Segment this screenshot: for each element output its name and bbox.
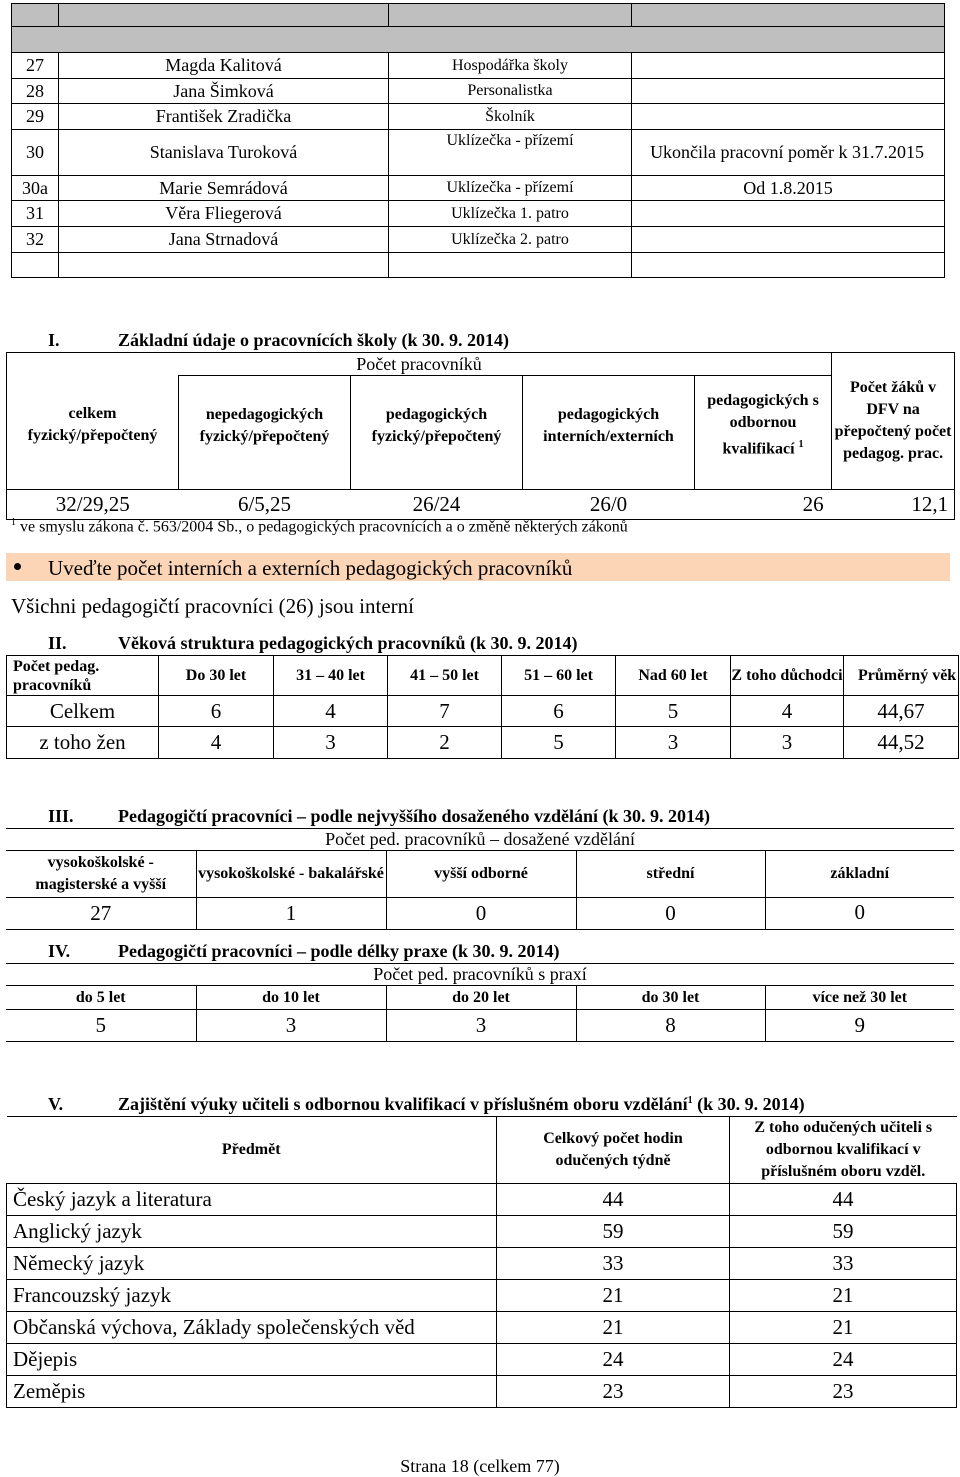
staff-name: František Zradička xyxy=(59,104,389,130)
staff-num: 30 xyxy=(12,130,59,176)
staff-header-cell xyxy=(59,4,389,27)
value-cell: 44 xyxy=(497,1184,730,1216)
staff-table xyxy=(11,3,945,278)
value-cell: 27 xyxy=(6,898,196,930)
internal-external-header: pedagogických interních/externích xyxy=(523,376,695,490)
subject-name: Zeměpis xyxy=(7,1376,497,1408)
hours-header: Celkový počet hodin odučených týdně xyxy=(497,1117,730,1184)
table-row xyxy=(7,1376,957,1408)
age-header-41-50: 41 – 50 let xyxy=(388,656,502,696)
section-3-title: Pedagogičtí pracovníci – podle nejvyššího dosaženého vzdělání (k 30. 9. 2014) xyxy=(118,806,711,826)
value-cell: 4 xyxy=(274,696,388,727)
subject-header: Předmět xyxy=(7,1117,497,1184)
staff-role: Uklízečka - přízemí xyxy=(389,176,632,201)
value-cell: 32/29,25 xyxy=(7,490,179,520)
staff-note xyxy=(632,79,945,104)
table-row xyxy=(6,898,954,930)
footnote-mark: 1 xyxy=(798,439,804,451)
teaching-header: pedagogických fyzický/přepočtený xyxy=(351,376,523,490)
section-4-title: Pedagogičtí pracovníci – podle délky praxe (k 30. 9. 2014) xyxy=(118,941,560,961)
exp-header-over30: více než 30 let xyxy=(765,986,954,1010)
value-cell: 23 xyxy=(730,1376,957,1408)
section-1-number: I. xyxy=(48,330,60,350)
value-cell: 26 xyxy=(695,490,832,520)
total-header: celkem fyzický/přepočtený xyxy=(7,376,179,490)
table-row xyxy=(12,227,945,253)
pupils-per-teacher-header: Počet žáků v DFV na přepočtený počet pedagog. prac. xyxy=(832,353,955,490)
table-row xyxy=(12,79,945,104)
staff-name: Stanislava Turoková xyxy=(59,130,389,176)
staff-name: Jana Šimková xyxy=(59,79,389,104)
age-header-over60: Nad 60 let xyxy=(616,656,731,696)
value-cell: 26/0 xyxy=(523,490,695,520)
edu-header-higher-vocational: vyšší odborné xyxy=(386,851,576,898)
staff-role: Personalistka xyxy=(389,79,632,104)
value-cell: 44 xyxy=(730,1184,957,1216)
value-cell: 4 xyxy=(731,696,844,727)
qualified-hours-header: Z toho odučených učiteli s odbornou kvalifikací v příslušném oboru vzděl. xyxy=(730,1117,957,1184)
subject-name: Český jazyk a literatura xyxy=(7,1184,497,1216)
staff-num: 29 xyxy=(12,104,59,130)
value-cell: 44,52 xyxy=(844,727,959,759)
age-header-count: Počet pedag. pracovníků xyxy=(7,656,159,696)
table-row xyxy=(7,1216,957,1248)
bullet-icon xyxy=(14,563,21,570)
subject-name: Francouzský jazyk xyxy=(7,1280,497,1312)
group-header: Počet pracovníků xyxy=(7,353,832,376)
age-header-31-40: 31 – 40 let xyxy=(274,656,388,696)
table-row xyxy=(7,1344,957,1376)
value-cell: 6 xyxy=(502,696,616,727)
footnote xyxy=(11,517,628,536)
exp-header-20: do 20 let xyxy=(386,986,576,1010)
table-row xyxy=(12,130,945,176)
value-cell: 5 xyxy=(6,1010,196,1042)
section-1-title: Základní údaje o pracovnících školy (k 30. 9. 2014) xyxy=(118,330,510,350)
value-cell: 12,1 xyxy=(832,490,955,520)
staff-header-cell xyxy=(632,4,945,27)
value-cell: 5 xyxy=(616,696,731,727)
non-teaching-header: nepedagogických fyzický/přepočtený xyxy=(179,376,351,490)
table-row xyxy=(7,1248,957,1280)
table-row xyxy=(7,1184,957,1216)
value-cell: 3 xyxy=(196,1010,386,1042)
value-cell: 3 xyxy=(386,1010,576,1042)
table-row xyxy=(12,176,945,201)
value-cell: 33 xyxy=(730,1248,957,1280)
section-5-date: (k 30. 9. 2014) xyxy=(697,1094,805,1114)
value-cell: 21 xyxy=(497,1280,730,1312)
value-cell: 26/24 xyxy=(351,490,523,520)
empty-cell xyxy=(632,253,945,278)
value-cell: 0 xyxy=(386,898,576,930)
group-header: Počet ped. pracovníků – dosažené vzdělání xyxy=(6,829,954,851)
education-table xyxy=(6,828,954,930)
value-cell: 21 xyxy=(730,1280,957,1312)
bullet-text: Uveďte počet interních a externích pedagogických pracovníků xyxy=(48,556,573,580)
staff-role: Hospodářka školy xyxy=(389,53,632,79)
section-5-number: V. xyxy=(48,1094,64,1114)
edu-header-secondary: střední xyxy=(576,851,765,898)
staff-note xyxy=(632,201,945,227)
table-row xyxy=(6,1010,954,1042)
age-header-under30: Do 30 let xyxy=(159,656,274,696)
value-cell: 5 xyxy=(502,727,616,759)
value-cell: 4 xyxy=(159,727,274,759)
staff-note xyxy=(632,104,945,130)
qualified-header xyxy=(695,376,832,490)
value-cell: 9 xyxy=(765,1010,954,1042)
table-row xyxy=(12,253,945,278)
value-cell: 2 xyxy=(388,727,502,759)
staff-note: Od 1.8.2015 xyxy=(632,176,945,201)
page-number: Strana 18 (celkem 77) xyxy=(400,1456,560,1476)
value-cell: 7 xyxy=(388,696,502,727)
edu-header-basic: základní xyxy=(765,851,954,898)
staff-header-cell xyxy=(12,27,945,53)
staff-name: Magda Kalitová xyxy=(59,53,389,79)
value-cell: 33 xyxy=(497,1248,730,1280)
value-cell: 3 xyxy=(616,727,731,759)
section-5-title xyxy=(118,1094,805,1115)
exp-header-30: do 30 let xyxy=(576,986,765,1010)
edu-header-master: vysokoškolské - magisterské a vyšší xyxy=(6,851,196,898)
staff-name: Marie Semrádová xyxy=(59,176,389,201)
bullet-answer: Všichni pedagogičtí pracovníci (26) jsou interní xyxy=(11,594,414,618)
subject-name: Anglický jazyk xyxy=(7,1216,497,1248)
value-cell: 21 xyxy=(730,1312,957,1344)
footnote-sup: 1 xyxy=(11,517,16,528)
staff-summary-table xyxy=(6,352,955,520)
staff-role: Uklízečka - přízemí xyxy=(389,130,632,176)
value-cell: 1 xyxy=(196,898,386,930)
value-cell: 24 xyxy=(730,1344,957,1376)
staff-role: Uklízečka 2. patro xyxy=(389,227,632,253)
subjects-table xyxy=(6,1116,957,1408)
row-label: Celkem xyxy=(7,696,159,727)
staff-name: Jana Strnadová xyxy=(59,227,389,253)
age-structure-table xyxy=(6,655,959,759)
group-header: Počet ped. pracovníků s praxí xyxy=(6,964,954,986)
table-row xyxy=(7,727,959,759)
value-cell: 21 xyxy=(497,1312,730,1344)
value-cell: 6 xyxy=(159,696,274,727)
section-3-number: III. xyxy=(48,806,74,826)
table-row xyxy=(12,53,945,79)
staff-note xyxy=(632,227,945,253)
table-row xyxy=(12,104,945,130)
subject-name: Německý jazyk xyxy=(7,1248,497,1280)
value-cell: 59 xyxy=(730,1216,957,1248)
staff-note xyxy=(632,53,945,79)
staff-role: Školník xyxy=(389,104,632,130)
value-cell: 0 xyxy=(576,898,765,930)
experience-table xyxy=(6,963,954,1042)
value-cell: 23 xyxy=(497,1376,730,1408)
value-cell: 44,67 xyxy=(844,696,959,727)
staff-num: 30a xyxy=(12,176,59,201)
value-cell: 0 xyxy=(765,898,954,930)
footnote-text: ve smyslu zákona č. 563/2004 Sb., o pedagogických pracovnících a o změně některých zákonů xyxy=(20,518,628,536)
empty-cell xyxy=(389,253,632,278)
subject-name: Dějepis xyxy=(7,1344,497,1376)
staff-num: 31 xyxy=(12,201,59,227)
section-4-number: IV. xyxy=(48,941,71,961)
section-5-title-text: Zajištění výuky učiteli s odbornou kvalifikací v příslušném oboru vzdělání xyxy=(118,1094,688,1114)
empty-cell xyxy=(59,253,389,278)
section-2-title: Věková struktura pedagogických pracovníků (k 30. 9. 2014) xyxy=(118,633,578,653)
staff-header-cell xyxy=(389,4,632,27)
table-row xyxy=(7,1280,957,1312)
table-row xyxy=(7,1312,957,1344)
value-cell: 3 xyxy=(274,727,388,759)
value-cell: 6/5,25 xyxy=(179,490,351,520)
row-label: z toho žen xyxy=(7,727,159,759)
qualified-header-label: pedagogických s odbornou kvalifikací xyxy=(707,392,819,458)
age-header-average: Průměrný věk xyxy=(844,656,959,696)
staff-name: Věra Fliegerová xyxy=(59,201,389,227)
section-2-number: II. xyxy=(48,633,67,653)
table-row xyxy=(7,490,955,520)
age-header-retirees: Z toho důchodci xyxy=(731,656,844,696)
exp-header-5: do 5 let xyxy=(6,986,196,1010)
value-cell: 8 xyxy=(576,1010,765,1042)
value-cell: 59 xyxy=(497,1216,730,1248)
table-row xyxy=(7,696,959,727)
value-cell: 3 xyxy=(731,727,844,759)
subject-name: Občanská výchova, Základy společenských věd xyxy=(7,1312,497,1344)
staff-header-cell xyxy=(12,4,59,27)
exp-header-10: do 10 let xyxy=(196,986,386,1010)
staff-role: Uklízečka 1. patro xyxy=(389,201,632,227)
edu-header-bachelor: vysokoškolské - bakalářské xyxy=(196,851,386,898)
value-cell: 24 xyxy=(497,1344,730,1376)
staff-note: Ukončila pracovní poměr k 31.7.2015 xyxy=(632,130,945,176)
empty-cell xyxy=(12,253,59,278)
table-row xyxy=(12,201,945,227)
staff-num: 32 xyxy=(12,227,59,253)
section-5-sup: 1 xyxy=(687,1095,693,1106)
staff-num: 28 xyxy=(12,79,59,104)
age-header-51-60: 51 – 60 let xyxy=(502,656,616,696)
staff-num: 27 xyxy=(12,53,59,79)
